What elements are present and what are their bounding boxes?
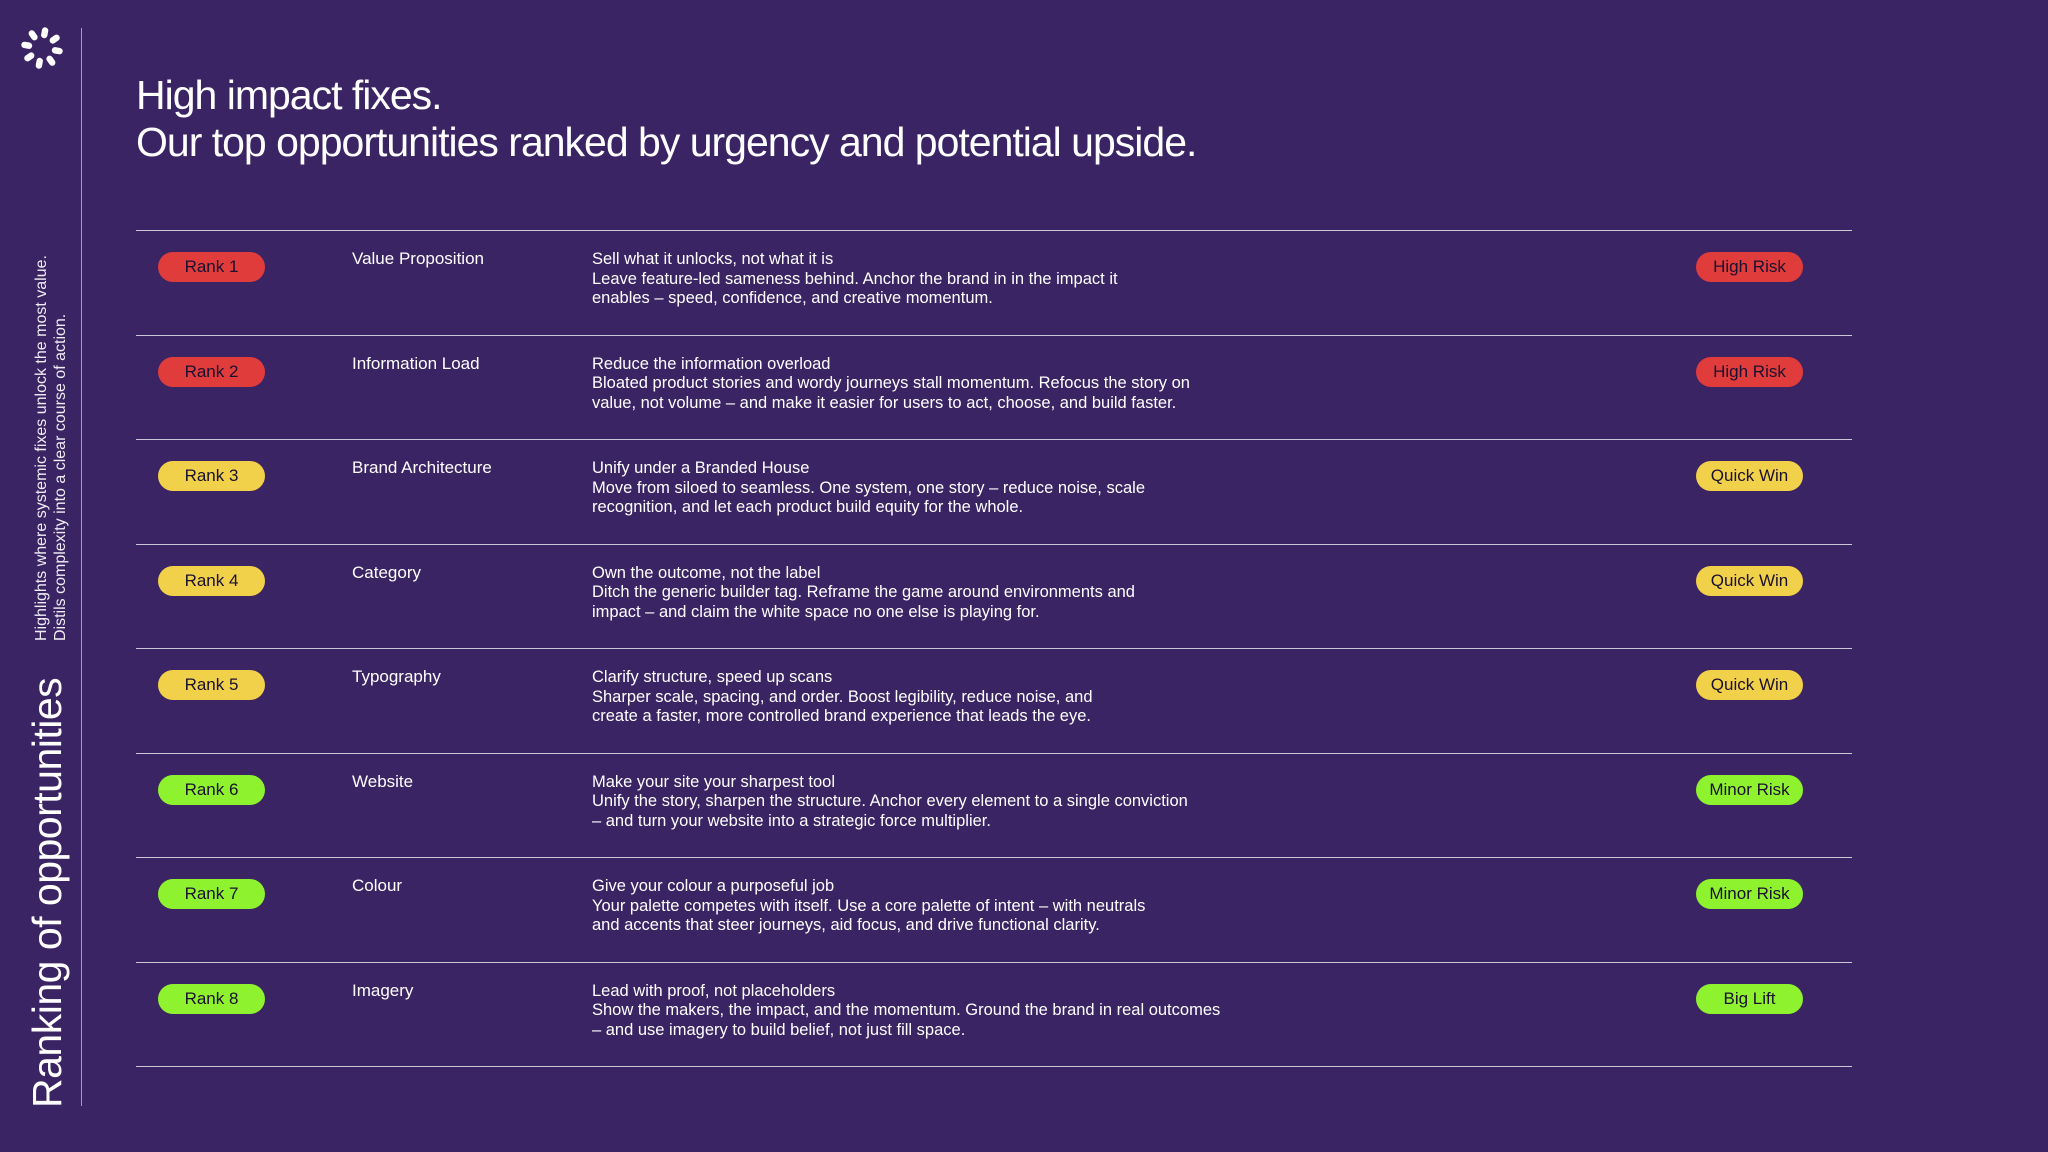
opportunity-headline: Clarify structure, speed up scans — [592, 668, 833, 686]
sidebar-title: Ranking of opportunities — [24, 677, 70, 1108]
status-badge: Quick Win — [1696, 566, 1803, 596]
page-heading — [136, 72, 1196, 166]
category-label: Colour — [352, 876, 403, 895]
opportunity-headline: Sell what it unlocks, not what it is — [592, 250, 834, 268]
opportunity-description — [592, 355, 1352, 414]
opportunity-detail-line: – and turn your website into a strategic force multiplier. — [592, 811, 991, 830]
table-row — [136, 858, 1852, 963]
rank-badge: Rank 7 — [158, 879, 265, 909]
status-badge: Minor Risk — [1696, 879, 1803, 909]
opportunity-detail-line: Leave feature-led sameness behind. Anchor the brand in in the impact it — [592, 269, 1118, 288]
rank-badge: Rank 6 — [158, 775, 265, 805]
page-subtitle: Our top opportunities ranked by urgency and potential upside. — [136, 119, 1197, 165]
opportunity-detail-line: Show the makers, the impact, and the momentum. Ground the brand in real outcomes — [592, 1001, 1221, 1019]
opportunity-description — [592, 877, 1352, 936]
opportunity-detail-line: Unify the story, sharpen the structure. Anchor every element to a single conviction — [592, 792, 1188, 810]
opportunity-detail-line: Bloated product stories and wordy journeys stall momentum. Refocus the story on — [592, 374, 1190, 392]
opportunity-headline: Reduce the information overload — [592, 354, 831, 373]
opportunity-description — [592, 564, 1352, 623]
table-row — [136, 754, 1852, 859]
opportunity-detail-line: recognition, and let each product build equity for the whole. — [592, 498, 1024, 516]
status-badge: Minor Risk — [1696, 775, 1803, 805]
opportunity-headline: Unify under a Branded House — [592, 459, 810, 477]
rank-badge: Rank 4 — [158, 566, 265, 596]
opportunity-detail-line: impact – and claim the white space no one else is playing for. — [592, 602, 1040, 621]
category-label: Brand Architecture — [352, 458, 492, 477]
category-label: Website — [352, 771, 414, 791]
opportunity-detail-line: Ditch the generic builder tag. Reframe the game around environments and — [592, 583, 1135, 601]
opportunity-headline: Own the outcome, not the label — [592, 563, 821, 582]
status-badge: Quick Win — [1696, 461, 1803, 491]
sidebar-subtitle — [32, 255, 70, 641]
opportunity-headline: Lead with proof, not placeholders — [592, 981, 836, 1000]
table-row — [136, 649, 1852, 754]
table-row — [136, 231, 1852, 336]
status-badge: High Risk — [1696, 252, 1803, 282]
opportunities-table — [136, 230, 1852, 1067]
opportunity-detail-line: and accents that steer journeys, aid focus, and drive functional clarity. — [592, 916, 1100, 934]
table-row — [136, 963, 1852, 1068]
sidebar-subtitle-line: Highlights where systemic fixes unlock the most value. — [33, 255, 50, 641]
category-label: Category — [352, 562, 421, 582]
rank-badge: Rank 1 — [158, 252, 265, 282]
status-badge: Quick Win — [1696, 670, 1803, 700]
opportunity-detail-line: create a faster, more controlled brand experience that leads the eye. — [592, 707, 1091, 725]
table-row — [136, 440, 1852, 545]
status-badge: Big Lift — [1696, 984, 1803, 1014]
opportunity-detail-line: Your palette competes with itself. Use a core palette of intent – with neutrals — [592, 896, 1146, 915]
rank-badge: Rank 2 — [158, 357, 265, 387]
status-badge: High Risk — [1696, 357, 1803, 387]
category-label: Typography — [352, 667, 441, 686]
page-title: High impact fixes. — [136, 72, 442, 118]
rank-badge: Rank 3 — [158, 461, 265, 491]
opportunity-detail-line: enables – speed, confidence, and creative momentum. — [592, 289, 993, 307]
opportunity-detail-line: value, not volume – and make it easier for users to act, choose, and build faster. — [592, 393, 1177, 412]
category-label: Imagery — [352, 980, 414, 1000]
opportunity-headline: Make your site your sharpest tool — [592, 772, 836, 791]
sidebar-subtitle-line: Distils complexity into a clear course of action. — [52, 313, 69, 641]
opportunity-detail-line: Sharper scale, spacing, and order. Boost legibility, reduce noise, and — [592, 687, 1093, 706]
opportunity-description — [592, 982, 1352, 1041]
rank-badge: Rank 8 — [158, 984, 265, 1014]
opportunity-detail-line: Move from siloed to seamless. One system, one story – reduce noise, scale — [592, 478, 1145, 497]
category-label: Information Load — [352, 353, 480, 373]
opportunity-description — [592, 250, 1352, 309]
opportunity-description — [592, 459, 1352, 518]
table-row — [136, 336, 1852, 441]
opportunity-description — [592, 773, 1352, 832]
category-label: Value Proposition — [352, 249, 484, 268]
sunburst-logo-icon — [18, 24, 66, 72]
opportunity-headline: Give your colour a purposeful job — [592, 877, 835, 895]
rank-badge: Rank 5 — [158, 670, 265, 700]
table-row — [136, 545, 1852, 650]
opportunity-description — [592, 668, 1352, 727]
opportunity-detail-line: – and use imagery to build belief, not just fill space. — [592, 1020, 966, 1039]
sidebar-divider — [81, 28, 82, 1106]
